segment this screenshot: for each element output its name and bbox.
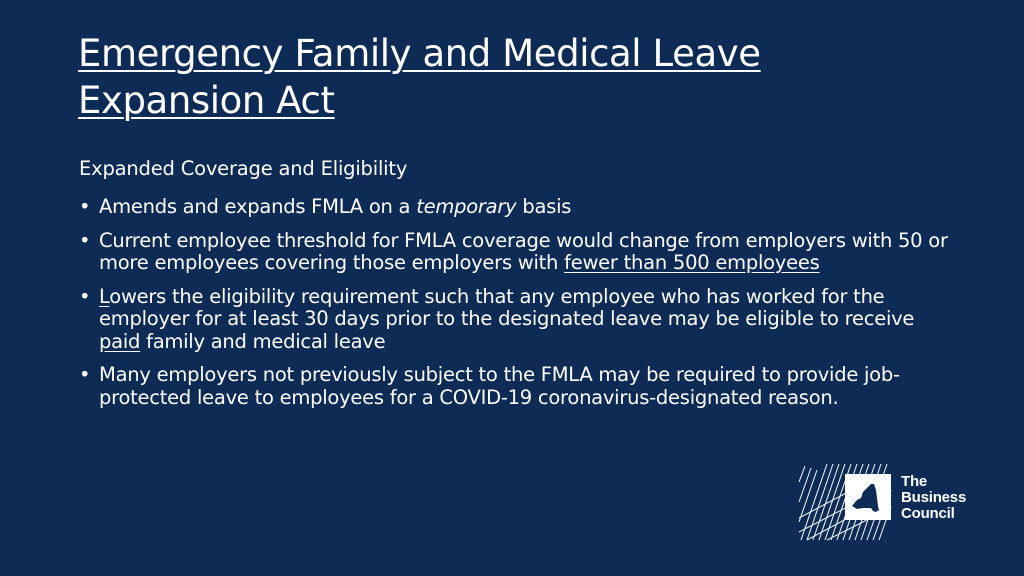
bullet-3-text-a: owers the eligibility requirement such that any employee who has worked for the employer for at least 30 days prior to the designated leave may be eligible to receive — [99, 284, 915, 330]
bullet-2-underlined: fewer than 500 employees — [564, 251, 820, 274]
bullet-glyph: • — [79, 195, 91, 218]
logo-wordmark — [901, 474, 966, 522]
bullet-4-text: Many employers not previously subject to the FMLA may be required to provide job-protected leave to employees for a COVID-19 coronavirus-designated reason. — [99, 363, 900, 409]
bullet-glyph: • — [79, 228, 91, 252]
bullet-item-3 — [79, 286, 959, 354]
new-york-state-icon — [797, 462, 893, 542]
slide-title — [78, 30, 978, 124]
bullet-3-underlined: paid — [99, 329, 141, 353]
bullet-item-4 — [79, 364, 959, 409]
bullet-1-text-a: Amends and expands FMLA on a — [99, 195, 417, 218]
bullet-glyph: • — [79, 363, 91, 386]
title-line-1: Emergency Family and Medical Leave — [78, 32, 761, 75]
bullet-1-text-b: basis — [516, 195, 572, 218]
logo-line-1: The — [901, 473, 928, 490]
logo-line-3: Council — [901, 505, 955, 522]
business-council-logo — [797, 462, 977, 542]
bullet-3-text-b: family and medical leave — [140, 329, 386, 353]
bullet-glyph: • — [79, 284, 91, 308]
bullet-3-initial: L — [99, 284, 110, 308]
bullet-item-1 — [79, 196, 959, 219]
bullet-1-emphasis: temporary — [416, 195, 517, 218]
bullet-list — [79, 196, 959, 420]
bullet-2-text-a: Current employee threshold for FMLA coverage would change from employers with 50 or more employees covering those employers with — [99, 228, 948, 274]
logo-line-2: Business — [901, 489, 967, 506]
bullet-item-2 — [79, 230, 959, 275]
title-line-2: Expansion Act — [78, 79, 335, 122]
section-subtitle: Expanded Coverage and Eligibility — [79, 157, 408, 180]
